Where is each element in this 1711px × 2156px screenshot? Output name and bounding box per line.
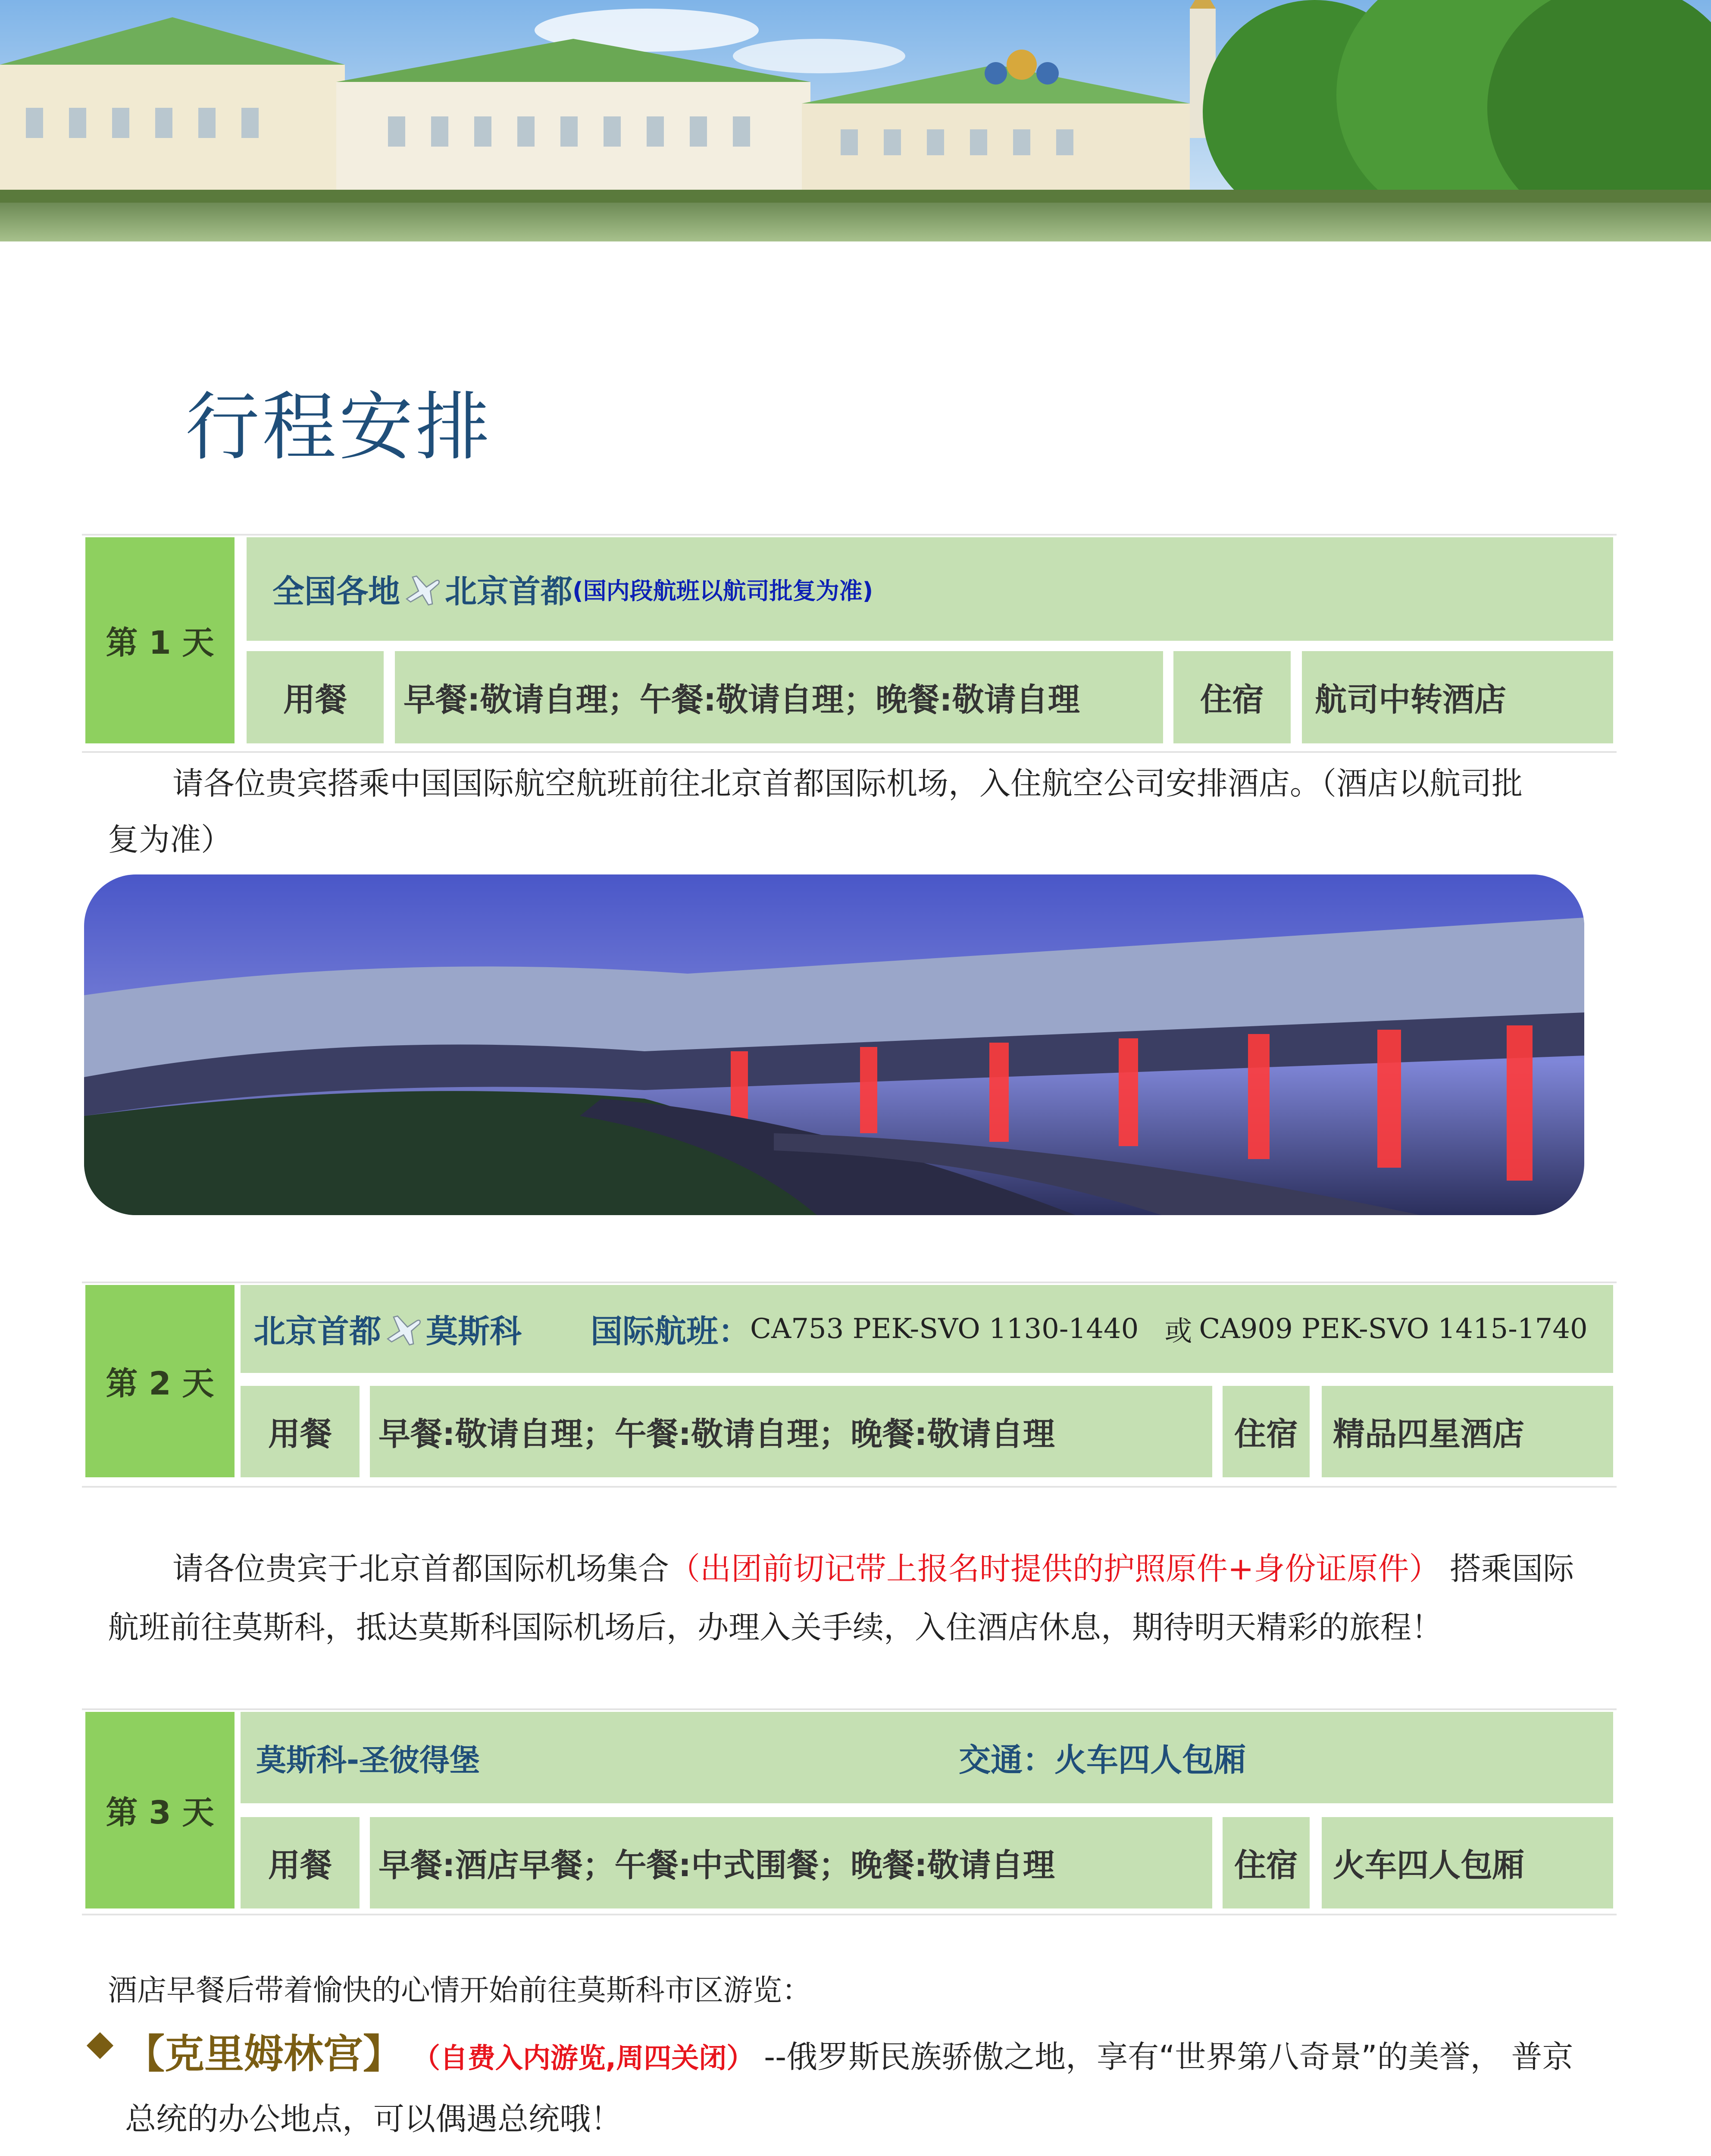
meals-value: 早餐:酒店早餐；午餐:中式围餐；晚餐:敬请自理: [370, 1817, 1212, 1908]
day-2-table: [82, 1282, 1617, 1489]
day-1-description: 请各位贵宾搭乘中国国际航空航班前往北京首都国际机场，入住航空公司安排酒店。（酒店以航司批复为准）: [108, 765, 1523, 858]
stay-value: 火车四人包厢: [1322, 1817, 1613, 1908]
page-title: 行程安排: [185, 384, 492, 470]
meal-label: 用餐: [247, 651, 384, 743]
day-3-table: [82, 1708, 1617, 1915]
day-2-route: [241, 1285, 1613, 1373]
day-1-label: 第 1 天: [85, 537, 235, 743]
day-2-label: 第 2 天: [85, 1285, 235, 1477]
attraction-desc: --俄罗斯民族骄傲之地，享有“世界第八奇景”的美誉， 普京总统的办公地点，可以偶遇总统哦！: [125, 2039, 1573, 2137]
day-1-table: [82, 534, 1617, 754]
route-from: 北京首都: [253, 1313, 381, 1350]
meal-label: 用餐: [241, 1386, 360, 1477]
airplane-icon: [403, 569, 442, 609]
route-note: (国内段航班以航司批复为准): [572, 577, 873, 605]
stay-label: 住宿: [1173, 651, 1291, 743]
route-to: 北京首都: [445, 573, 572, 610]
flight-1: CA753 PEK-SVO 1130-1440: [750, 1313, 1139, 1345]
route-from: 全国各地: [272, 573, 400, 610]
meals-value: 早餐:敬请自理；午餐:敬请自理；晚餐:敬请自理: [395, 651, 1163, 743]
stay-value: 航司中转酒店: [1302, 651, 1613, 743]
meal-label: 用餐: [241, 1817, 360, 1908]
day-1-route: [247, 537, 1613, 641]
stay-value: 精品四星酒店: [1322, 1386, 1613, 1477]
flight-or: 或: [1164, 1316, 1192, 1348]
day-3-intro: 酒店早餐后带着愉快的心情开始前往莫斯科市区游览：: [108, 1974, 812, 2008]
transport: 交通：火车四人包厢: [959, 1742, 1246, 1779]
day-3-route: [241, 1712, 1613, 1803]
attraction-note: （自费入内游览,周四关闭）: [412, 2043, 754, 2075]
stay-label: 住宿: [1223, 1386, 1310, 1477]
day-3-label: 第 3 天: [85, 1712, 235, 1908]
route-to: 莫斯科: [426, 1313, 522, 1350]
route: 莫斯科-圣彼得堡: [256, 1742, 480, 1778]
passport-reminder: （出团前切记带上报名时提供的护照原件+身份证原件）: [669, 1551, 1440, 1587]
attraction-title: 【克里姆林宫】: [125, 2031, 403, 2077]
meals-value: 早餐:敬请自理；午餐:敬请自理；晚餐:敬请自理: [370, 1386, 1212, 1477]
day-2-description: 请各位贵宾于北京首都国际机场集合（出团前切记带上报名时提供的护照原件+身份证原件） 搭乘国际航班前往莫斯科，抵达莫斯科国际机场后，办理入关手续，入住酒店休息，期待明天精彩的旅程！: [108, 1551, 1574, 1645]
kremlin-description: [125, 2024, 1599, 2149]
flight-label: 国际航班：: [591, 1313, 750, 1350]
flight-2: CA909 PEK-SVO 1415-1740: [1199, 1313, 1588, 1345]
airplane-icon: [384, 1309, 423, 1349]
airport-photo: [84, 874, 1584, 1215]
top-banner-photo: [0, 0, 1711, 241]
stay-label: 住宿: [1223, 1817, 1310, 1908]
diamond-bullet-icon: [87, 2032, 113, 2059]
